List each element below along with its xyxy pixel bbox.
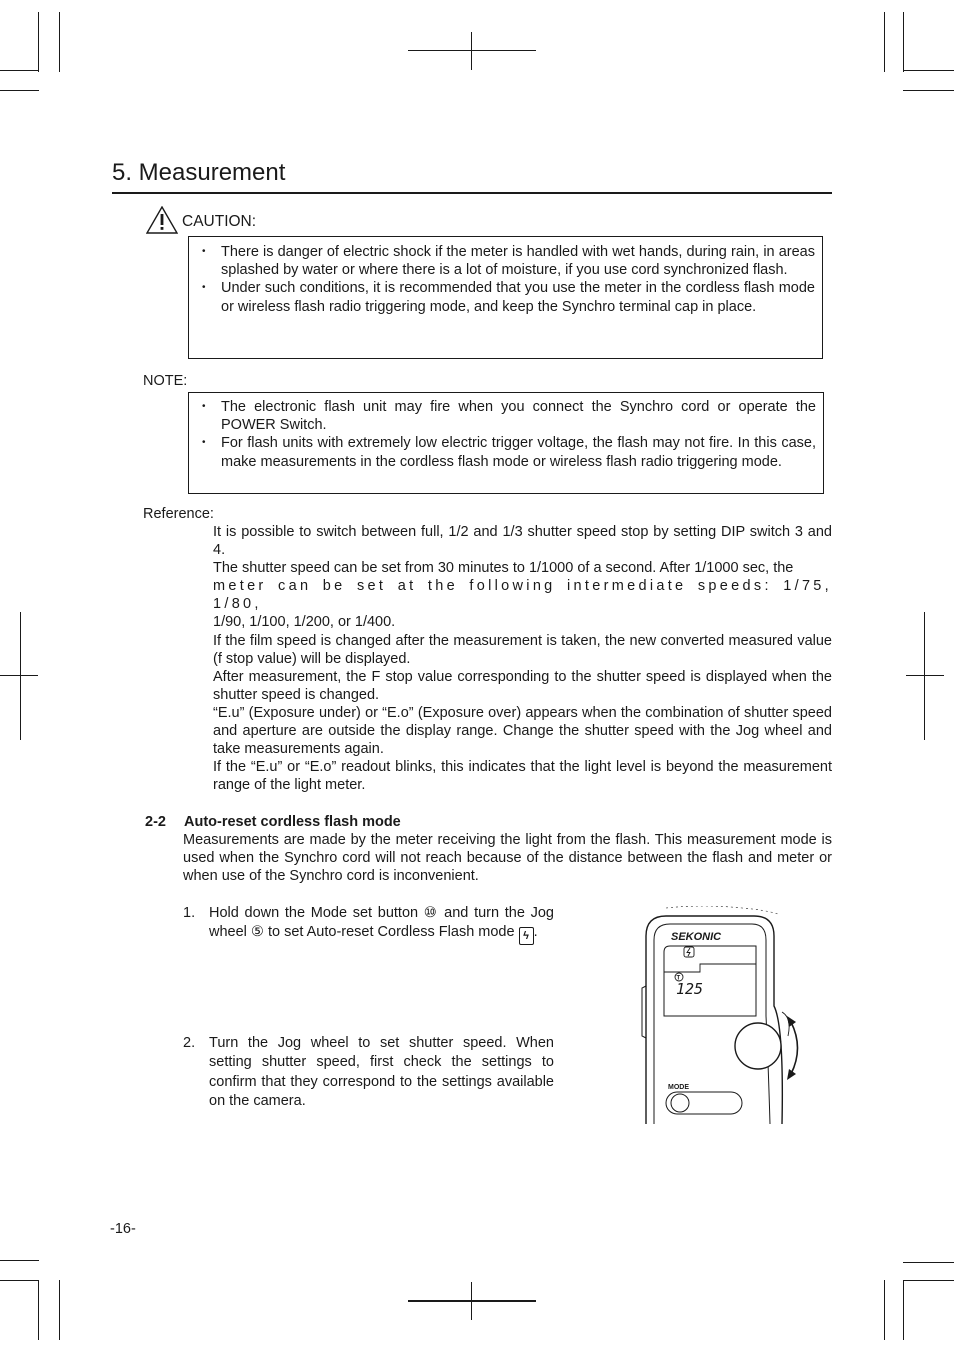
- section-title: Auto-reset cordless flash mode: [184, 814, 401, 830]
- step-text: Hold down the Mode set button ⑩ and turn the Jog wheel ⑤ to set Auto-reset Cordless Flash mode ϟ .: [209, 904, 554, 945]
- caution-label: CAUTION:: [182, 213, 257, 230]
- reference-body: [213, 523, 832, 794]
- title-rule: [112, 192, 832, 194]
- reference-label: Reference:: [143, 506, 214, 522]
- step-number: 1.: [183, 905, 196, 921]
- page-title: 5. Measurement: [112, 159, 286, 186]
- note-item: • The electronic flash unit may fire when you connect the Synchro cord or operate the POWER Switch.: [197, 398, 816, 434]
- jog-wheel-icon: [735, 1023, 781, 1069]
- warning-triangle-icon: [146, 206, 178, 234]
- page-number: -16-: [110, 1221, 136, 1237]
- reference-paragraph: If the film speed is changed after the measurement is taken, the new converted measured value (f stop value) will be displayed.: [213, 632, 832, 667]
- caution-box: [188, 236, 823, 359]
- mode-button: [671, 1094, 689, 1112]
- flash-mode-icon: ϟ: [519, 927, 534, 945]
- reference-paragraph: “E.u” (Exposure under) or “E.o” (Exposure over) appears when the combination of shutter speed and aperture are outside the display range. Change the shutter speed with the Jog wheel and take measurements again.: [213, 704, 832, 758]
- mode-button-track: [666, 1092, 742, 1114]
- t-symbol: T: [676, 975, 681, 982]
- caution-item: • There is danger of electric shock if the meter is handled with wet hands, during rain, in areas splashed by water or where there is a lot of moisture, if you use cord synchronized flash.: [197, 243, 815, 279]
- rotate-arrow-icon: [787, 1016, 798, 1080]
- step-text: Turn the Jog wheel to set shutter speed. When setting shutter speed, first check the settings to confirm that they correspond to the settings available on the camera.: [209, 1035, 554, 1109]
- note-box: [188, 392, 824, 494]
- section-body: Measurements are made by the meter receiving the light from the flash. This measurement mode is used when the Synchro cord will not reach because of the distance between the flash and meter or when use of the Synchro cord is inconvenient.: [183, 832, 832, 885]
- light-meter-illustration: [636, 906, 806, 1126]
- note-label: NOTE:: [143, 373, 188, 389]
- reference-paragraph: After measurement, the F stop value corresponding to the shutter speed is displayed when the shutter speed is changed.: [213, 668, 832, 703]
- note-item: • For flash units with extremely low electric trigger voltage, the flash may not fire. In this case, make measurements in the cordless flash mode or wireless flash radio triggering mode.: [197, 434, 816, 470]
- reference-paragraph: If the “E.u” or “E.o” readout blinks, this indicates that the light level is beyond the measurement range of the light meter.: [213, 759, 832, 794]
- section-number: 2-2: [145, 814, 166, 830]
- caution-item: • Under such conditions, it is recommended that you use the meter in the cordless flash mode or wireless flash radio triggering mode, and keep the Synchro terminal cap in place.: [197, 279, 815, 315]
- section-heading: [145, 813, 401, 831]
- step-number: 2.: [183, 1035, 196, 1051]
- meter-readout: 125: [676, 980, 704, 998]
- reference-paragraph: 1/90, 1/100, 1/200, or 1/400.: [213, 614, 396, 631]
- flash-mode-icon: [684, 947, 694, 957]
- reference-paragraph: It is possible to switch between full, 1/2 and 1/3 shutter speed stop by setting DIP switch 3 and 4.: [213, 524, 832, 559]
- mode-label: MODE: [668, 1084, 689, 1091]
- step-1: [183, 904, 554, 945]
- reference-paragraph: The shutter speed can be set from 30 minutes to 1/1000 of a second. After 1/1000 sec, the: [213, 560, 794, 577]
- meter-brand: SEKONIC: [671, 931, 722, 943]
- step-2: [183, 1034, 554, 1111]
- reference-paragraph: meter can be set at the following intermediate speeds: 1/75, 1/80,: [213, 578, 832, 613]
